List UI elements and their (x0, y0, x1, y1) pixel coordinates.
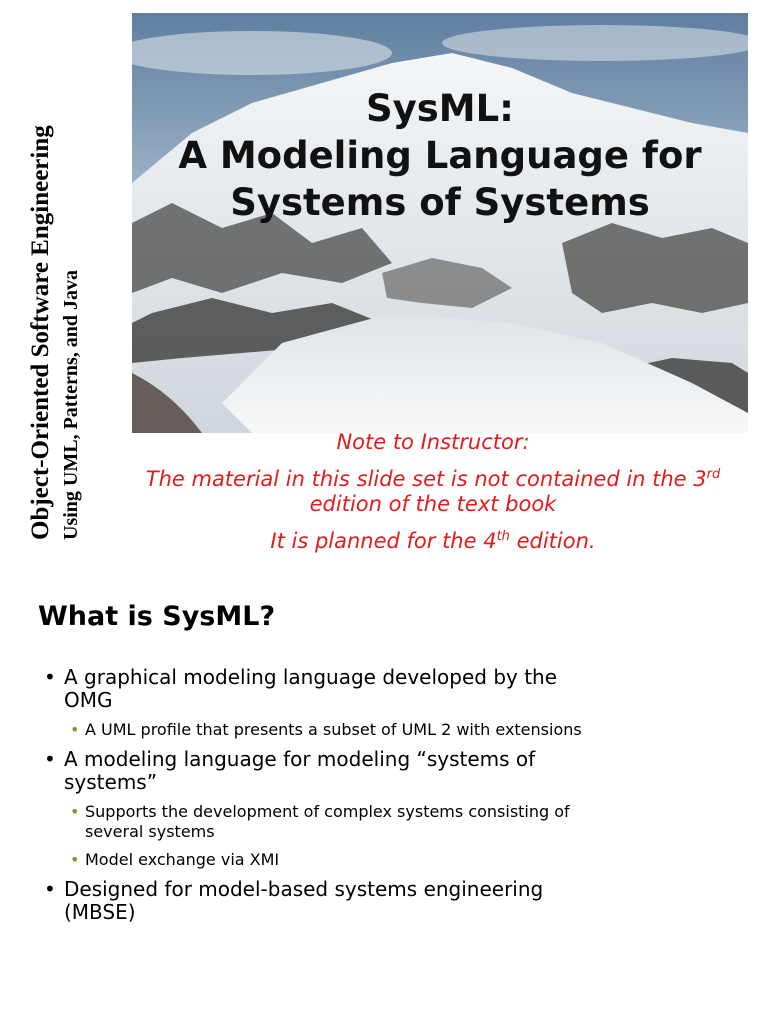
instructor-note (128, 430, 738, 554)
book-title-vertical (26, 20, 84, 540)
sub-bullet-item: • Model exchange via XMI (70, 850, 280, 869)
book-title-line1: Object-Oriented Software Engineering (27, 125, 54, 540)
bullet-dot-icon: • (44, 877, 56, 901)
sub-bullet-item: • A UML profile that presents a subset of UML 2 with extensions (70, 720, 582, 739)
bullet-item: • Designed for model-based systems engineering (MBSE) (44, 877, 544, 924)
sub-bullet-dot-icon: • (70, 850, 80, 869)
bullet-item: • A modeling language for modeling “systems of systems” (44, 747, 536, 794)
bullet-dot-icon: • (44, 747, 56, 771)
bullet-item: • A graphical modeling language developed by the OMG (44, 665, 558, 712)
sub-bullet-item: • Supports the development of complex systems consisting of several systems (70, 802, 570, 841)
note-line-2: It is planned for the 4th edition. (270, 529, 596, 553)
slide-title-line: SysML: (366, 87, 514, 130)
sub-bullet-dot-icon: • (70, 802, 80, 821)
slide-title-line: A Modeling Language for (178, 134, 702, 177)
note-heading: Note to Instructor: (336, 430, 530, 454)
bullet-list (44, 666, 604, 932)
note-line-1: The material in this slide set is not contained in the 3rd edition of the text book (145, 467, 721, 516)
slide-title (132, 85, 748, 226)
slide-title-line: Systems of Systems (230, 181, 650, 224)
bullet-dot-icon: • (44, 665, 56, 689)
sub-bullet-dot-icon: • (70, 720, 80, 739)
book-title-line2: Using UML, Patterns, and Java (60, 269, 82, 540)
mountain-photo (132, 13, 748, 433)
section-title: What is SysML? (38, 601, 276, 632)
